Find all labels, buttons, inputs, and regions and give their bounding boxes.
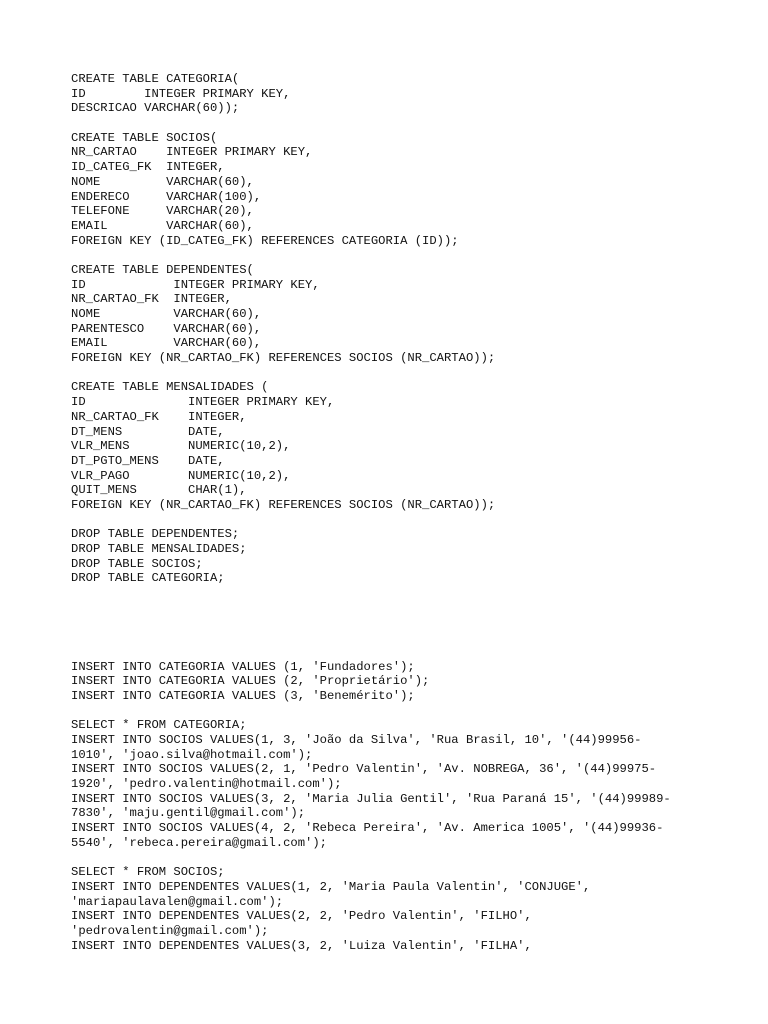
code-line [71,645,728,660]
code-line: INSERT INTO SOCIOS VALUES(3, 2, 'Maria Julia Gentil', 'Rua Paraná 15', '(44)99989- [71,791,671,806]
code-line: 1920', 'pedro.valentin@hotmail.com'); [71,777,342,791]
code-line: PARENTESCO VARCHAR(60), [71,321,262,336]
code-line: SELECT * FROM SOCIOS; [71,865,225,880]
code-line [71,601,728,616]
code-line: INSERT INTO SOCIOS VALUES(1, 3, 'João da Silva', 'Rua Brasil, 10', '(44)99956- [71,732,642,747]
code-line: NOME VARCHAR(60), [71,307,262,321]
code-line: INSERT INTO CATEGORIA VALUES (1, 'Fundadores'); [71,659,415,674]
code-line: FOREIGN KEY (NR_CARTAO_FK) REFERENCES SOCIOS (NR_CARTAO)); [71,497,496,512]
code-line: NR_CARTAO_FK INTEGER, [71,409,247,424]
code-line: DROP TABLE MENSALIDADES; [71,542,247,556]
code-line: ID INTEGER PRIMARY KEY, [71,86,291,101]
code-line: DT_PGTO_MENS DATE, [71,453,225,468]
code-line: NR_CARTAO_FK INTEGER, [71,292,232,307]
code-line: INSERT INTO SOCIOS VALUES(4, 2, 'Rebeca Pereira', 'Av. America 1005', '(44)99936- [71,821,664,836]
code-line: DESCRICAO VARCHAR(60)); [71,101,240,116]
code-line: 'pedrovalentin@gmail.com'); [71,923,269,938]
code-line: TELEFONE VARCHAR(20), [71,204,254,219]
code-line [71,630,728,645]
code-line: CREATE TABLE DEPENDENTES( [71,262,254,277]
code-line: VLR_PAGO NUMERIC(10,2), [71,468,291,483]
code-line: CREATE TABLE CATEGORIA( [71,72,240,86]
code-line: INSERT INTO CATEGORIA VALUES (3, 'Benemérito'); [71,688,415,703]
code-line: QUIT_MENS CHAR(1), [71,483,247,498]
code-line: CREATE TABLE SOCIOS( [71,130,218,145]
code-line: 7830', 'maju.gentil@gmail.com'); [71,806,306,821]
code-line: CREATE TABLE MENSALIDADES ( [71,380,269,395]
code-line: INSERT INTO SOCIOS VALUES(2, 1, 'Pedro Valentin', 'Av. NOBREGA, 36', '(44)99975- [71,762,657,777]
code-line: INSERT INTO DEPENDENTES VALUES(1, 2, 'Maria Paula Valentin', 'CONJUGE', [71,879,591,894]
code-line: ID INTEGER PRIMARY KEY, [71,395,335,410]
code-line: EMAIL VARCHAR(60), [71,218,254,233]
code-line: 1010', 'joao.silva@hotmail.com'); [71,747,313,762]
code-line: ID INTEGER PRIMARY KEY, [71,277,320,292]
code-line: INSERT INTO DEPENDENTES VALUES(2, 2, 'Pedro Valentin', 'FILHO', [71,909,532,924]
code-line: INSERT INTO CATEGORIA VALUES (2, 'Proprietário'); [71,674,430,689]
code-line: DROP TABLE CATEGORIA; [71,571,225,586]
code-line [71,704,728,719]
code-line: NOME VARCHAR(60), [71,174,254,189]
code-line: VLR_MENS NUMERIC(10,2), [71,439,291,454]
code-line: EMAIL VARCHAR(60), [71,336,262,351]
code-line [71,366,728,381]
code-line [71,248,728,263]
code-line: 'mariapaulavalen@gmail.com'); [71,894,284,909]
code-line: 5540', 'rebeca.pereira@gmail.com'); [71,835,327,850]
code-line: DT_MENS DATE, [71,424,225,439]
code-line [71,586,728,601]
code-line: SELECT * FROM CATEGORIA; [71,718,247,733]
code-line: DROP TABLE DEPENDENTES; [71,527,240,542]
code-line [71,116,728,131]
code-line: DROP TABLE SOCIOS; [71,556,203,571]
code-line: ENDERECO VARCHAR(100), [71,189,262,204]
code-line: FOREIGN KEY (ID_CATEG_FK) REFERENCES CATEGORIA (ID)); [71,233,459,248]
code-line: NR_CARTAO INTEGER PRIMARY KEY, [71,145,313,160]
code-line: FOREIGN KEY (NR_CARTAO_FK) REFERENCES SOCIOS (NR_CARTAO)); [71,351,496,366]
document-page [71,72,728,953]
code-line: ID_CATEG_FK INTEGER, [71,160,225,175]
code-line [71,850,728,865]
code-line: INSERT INTO DEPENDENTES VALUES(3, 2, 'Luiza Valentin', 'FILHA', [71,938,532,953]
code-line [71,615,728,630]
code-line [71,513,728,528]
